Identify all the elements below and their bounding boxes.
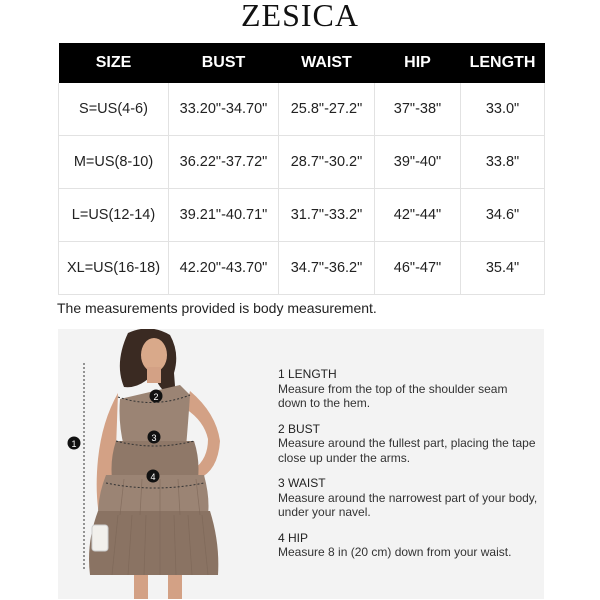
marker-bust-icon xyxy=(150,390,163,403)
measurement-note: The measurements provided is body measurement. xyxy=(57,300,377,316)
cell-length: 33.0" xyxy=(461,83,545,136)
instruction-waist xyxy=(278,476,538,520)
header-length: LENGTH xyxy=(461,43,545,83)
instruction-text: Measure around the narrowest part of your body, under your navel. xyxy=(278,490,538,519)
cell-size: M=US(8-10) xyxy=(59,136,169,189)
cell-bust: 36.22"-37.72" xyxy=(169,136,279,189)
marker-waist-icon xyxy=(148,431,161,444)
cell-hip: 42"-44" xyxy=(375,189,461,242)
header-waist: WAIST xyxy=(279,43,375,83)
instruction-text: Measure from the top of the shoulder seam down to the hem. xyxy=(278,381,508,410)
cell-bust: 42.20"-43.70" xyxy=(169,242,279,295)
instruction-text: Measure 8 in (20 cm) down from your waist. xyxy=(278,545,512,559)
cell-length: 34.6" xyxy=(461,189,545,242)
cell-length: 35.4" xyxy=(461,242,545,295)
cell-size: L=US(12-14) xyxy=(59,189,169,242)
measurement-guide-panel xyxy=(58,329,544,599)
cell-waist: 31.7"-33.2" xyxy=(279,189,375,242)
marker-label: 1 xyxy=(71,439,77,449)
cell-hip: 46"-47" xyxy=(375,242,461,295)
instruction-text: Measure around the fullest part, placing the tape close up under the arms. xyxy=(278,436,536,465)
cell-waist: 25.8"-27.2" xyxy=(279,83,375,136)
instruction-title: 1 LENGTH xyxy=(278,367,337,381)
marker-hip-icon xyxy=(147,470,160,483)
cell-waist: 34.7"-36.2" xyxy=(279,242,375,295)
instruction-title: 2 BUST xyxy=(278,421,321,436)
cell-size: XL=US(16-18) xyxy=(59,242,169,295)
measurement-instructions xyxy=(278,367,538,571)
size-chart-table xyxy=(58,43,545,295)
model-figure xyxy=(58,329,268,599)
table-row xyxy=(59,242,545,295)
table-row xyxy=(59,189,545,242)
cell-length: 33.8" xyxy=(461,136,545,189)
instruction-title: 3 WAIST xyxy=(278,476,326,490)
cell-hip: 39"-40" xyxy=(375,136,461,189)
instruction-bust xyxy=(278,422,538,466)
header-size: SIZE xyxy=(59,43,169,83)
header-bust: BUST xyxy=(169,43,279,83)
cell-size: S=US(4-6) xyxy=(59,83,169,136)
marker-label: 2 xyxy=(153,392,159,402)
cell-bust: 39.21"-40.71" xyxy=(169,189,279,242)
header-hip: HIP xyxy=(375,43,461,83)
cell-bust: 33.20"-34.70" xyxy=(169,83,279,136)
table-row xyxy=(59,83,545,136)
brand-logo: ZESICA xyxy=(241,0,359,33)
instruction-title: 4 HIP xyxy=(278,530,309,545)
instruction-length xyxy=(278,367,538,411)
marker-label: 4 xyxy=(150,472,156,482)
table-row xyxy=(59,136,545,189)
marker-label: 3 xyxy=(151,433,157,443)
marker-length-icon xyxy=(68,437,81,450)
instruction-hip xyxy=(278,531,538,560)
dress-illustration xyxy=(58,329,268,599)
table-header-row xyxy=(59,43,545,83)
cell-waist: 28.7"-30.2" xyxy=(279,136,375,189)
cell-hip: 37"-38" xyxy=(375,83,461,136)
